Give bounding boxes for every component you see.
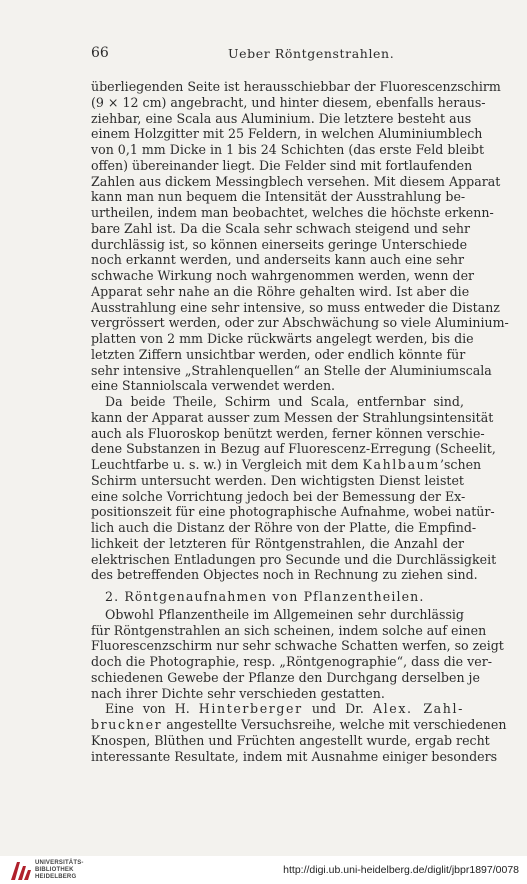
text-line: des betreffenden Objectes noch in Rechnung zu ziehen sind. bbox=[91, 567, 478, 583]
text-line: doch die Photographie, resp. „Röntgenographie“, dass die ver- bbox=[91, 654, 492, 669]
text-line: von 0,1 mm Dicke in 1 bis 24 Schichten (das erste Feld bleibt bbox=[91, 142, 485, 157]
text-line: noch erkannt werden, und anderseits kann auch eine sehr bbox=[91, 252, 464, 268]
text-line: Knospen, Blüthen und Früchten angestellt wurde, ergab recht bbox=[91, 732, 490, 748]
text-line: lichkeit der letzteren für Röntgenstrahlen, die Anzahl der bbox=[91, 535, 464, 551]
text-span: ’schen bbox=[439, 457, 482, 472]
footer-bar bbox=[0, 856, 527, 884]
running-title: Ueber Röntgenstrahlen. bbox=[228, 46, 395, 61]
paragraph-2-rest bbox=[91, 472, 497, 583]
text-span: und Dr. bbox=[311, 701, 364, 717]
name-zahlbruckner-cont: bruckner bbox=[91, 717, 163, 732]
text-line: vergrössert werden, oder zur Abschwächung so viele Aluminium- bbox=[91, 315, 509, 331]
text-line: für Röntgenstrahlen an sich scheinen, indem solche auf einen bbox=[91, 622, 487, 638]
name-zahlbruckner: Alex. Zahl- bbox=[372, 701, 464, 717]
text-line: positionszeit für eine photographische Aufnahme, wobei natür- bbox=[91, 504, 495, 520]
text-line: schiedenen Gewebe der Pflanze den Durchgang derselben je bbox=[91, 669, 480, 685]
text-line bbox=[91, 457, 482, 473]
text-line: durchlässig ist, so können einerseits geringe Unterschiede bbox=[91, 236, 468, 252]
text-line: Fluorescenzschirm nur sehr schwache Schatten werfen, so zeigt bbox=[91, 638, 504, 654]
paragraph-4 bbox=[91, 732, 498, 765]
text-line: offen) übereinander liegt. Die Felder sind mit fortlaufenden bbox=[91, 157, 473, 173]
library-name-line-3: HEIDELBERG bbox=[35, 874, 77, 880]
body-text bbox=[91, 79, 509, 764]
text-line: Obwohl Pflanzentheile im Allgemeinen sehr durchlässig bbox=[105, 606, 464, 622]
text-line: kann der Apparat ausser zum Messen der Strahlungsintensität bbox=[91, 409, 494, 425]
paragraph-3 bbox=[91, 622, 504, 702]
text-line bbox=[91, 701, 464, 717]
text-line: lich auch die Distanz der Röhre von der Platte, die Empfind- bbox=[91, 520, 477, 535]
university-library-logo-icon bbox=[9, 858, 33, 882]
section-heading: 2. Röntgenaufnahmen von Pflanzentheilen. bbox=[105, 589, 425, 604]
text-line: überliegenden Seite ist herausschiebbar der Fluorescenzschirm bbox=[91, 79, 501, 94]
text-line: bare Zahl ist. Da die Scala sehr schwach steigend und sehr bbox=[91, 220, 471, 236]
text-line: urtheilen, indem man beobachtet, welches die höchste erkenn- bbox=[91, 205, 494, 220]
text-line: sehr intensive „Strahlenquellen“ an Stelle der Aluminiumscala bbox=[91, 362, 492, 378]
text-line: einem Holzgitter mit 25 Feldern, in welchen Aluminiumblech bbox=[91, 126, 483, 142]
text-line: (9 × 12 cm) angebracht, und hinter diesem, ebenfalls heraus- bbox=[91, 94, 486, 110]
text-line: kann man nun bequem die Intensität der Ausstrahlung be- bbox=[91, 189, 466, 205]
text-line: platten von 2 mm Dicke rückwärts angelegt werden, bis die bbox=[91, 331, 474, 346]
text-line: Schirm untersucht werden. Den wichtigsten Dienst leistet bbox=[91, 472, 464, 488]
text-span: Leuchtfarbe u. s. w.) in Vergleich mit dem bbox=[91, 457, 359, 472]
text-line: Da beide Theile, Schirm und Scala, entfernbar sind, bbox=[105, 394, 464, 409]
text-line: Zahlen aus dickem Messingblech versehen. Mit diesem Apparat bbox=[91, 173, 501, 189]
name-kahlbaum: Kahlbaum bbox=[362, 457, 440, 472]
library-name-line-1: UNIVERSITÄTS- bbox=[35, 860, 84, 866]
text-line: schwache Wirkung noch wahrgenommen werden, wenn der bbox=[91, 268, 475, 283]
running-head bbox=[91, 45, 464, 63]
text-line: Apparat sehr nahe an die Röhre gehalten wird. Ist aber die bbox=[91, 283, 470, 299]
text-line: ziehbar, eine Scala aus Aluminium. Die letztere besteht aus bbox=[91, 110, 472, 126]
text-span: angestellte Versuchsreihe, welche mit verschiedenen bbox=[166, 717, 507, 732]
text-line: dene Substanzen in Bezug auf Fluorescenz-Erregung (Scheelit, bbox=[91, 441, 496, 457]
text-line: eine solche Vorrichtung jedoch bei der Bemessung der Ex- bbox=[91, 488, 466, 504]
library-name bbox=[35, 860, 84, 881]
library-name-line-2: BIBLIOTHEK bbox=[35, 867, 74, 873]
text-line: letzten Ziffern unsichtbar werden, oder endlich könnte für bbox=[91, 346, 466, 362]
text-line: auch als Fluoroskop benützt werden, ferner können verschie- bbox=[91, 425, 485, 441]
text-line: Ausstrahlung eine sehr intensive, so muss entweder die Distanz bbox=[91, 299, 500, 315]
text-line: interessante Resultate, indem mit Ausnahme einiger besonders bbox=[91, 748, 498, 764]
text-span: Eine von H. bbox=[105, 701, 190, 717]
page-number: 66 bbox=[91, 45, 109, 61]
source-url-link[interactable]: http://digi.ub.uni-heidelberg.de/diglit/jbpr1897/0078 bbox=[283, 864, 519, 876]
text-line bbox=[91, 717, 507, 733]
name-hinterberger: Hinterberger bbox=[198, 701, 303, 717]
text-line: nach ihrer Dichte sehr verschieden gestatten. bbox=[91, 685, 385, 701]
text-line: elektrischen Entladungen pro Secunde und die Durchlässigkeit bbox=[91, 551, 497, 567]
paragraph-1 bbox=[91, 79, 509, 394]
text-line: eine Stanniolscala verwendet werden. bbox=[91, 378, 336, 394]
paragraph-2 bbox=[91, 409, 496, 457]
